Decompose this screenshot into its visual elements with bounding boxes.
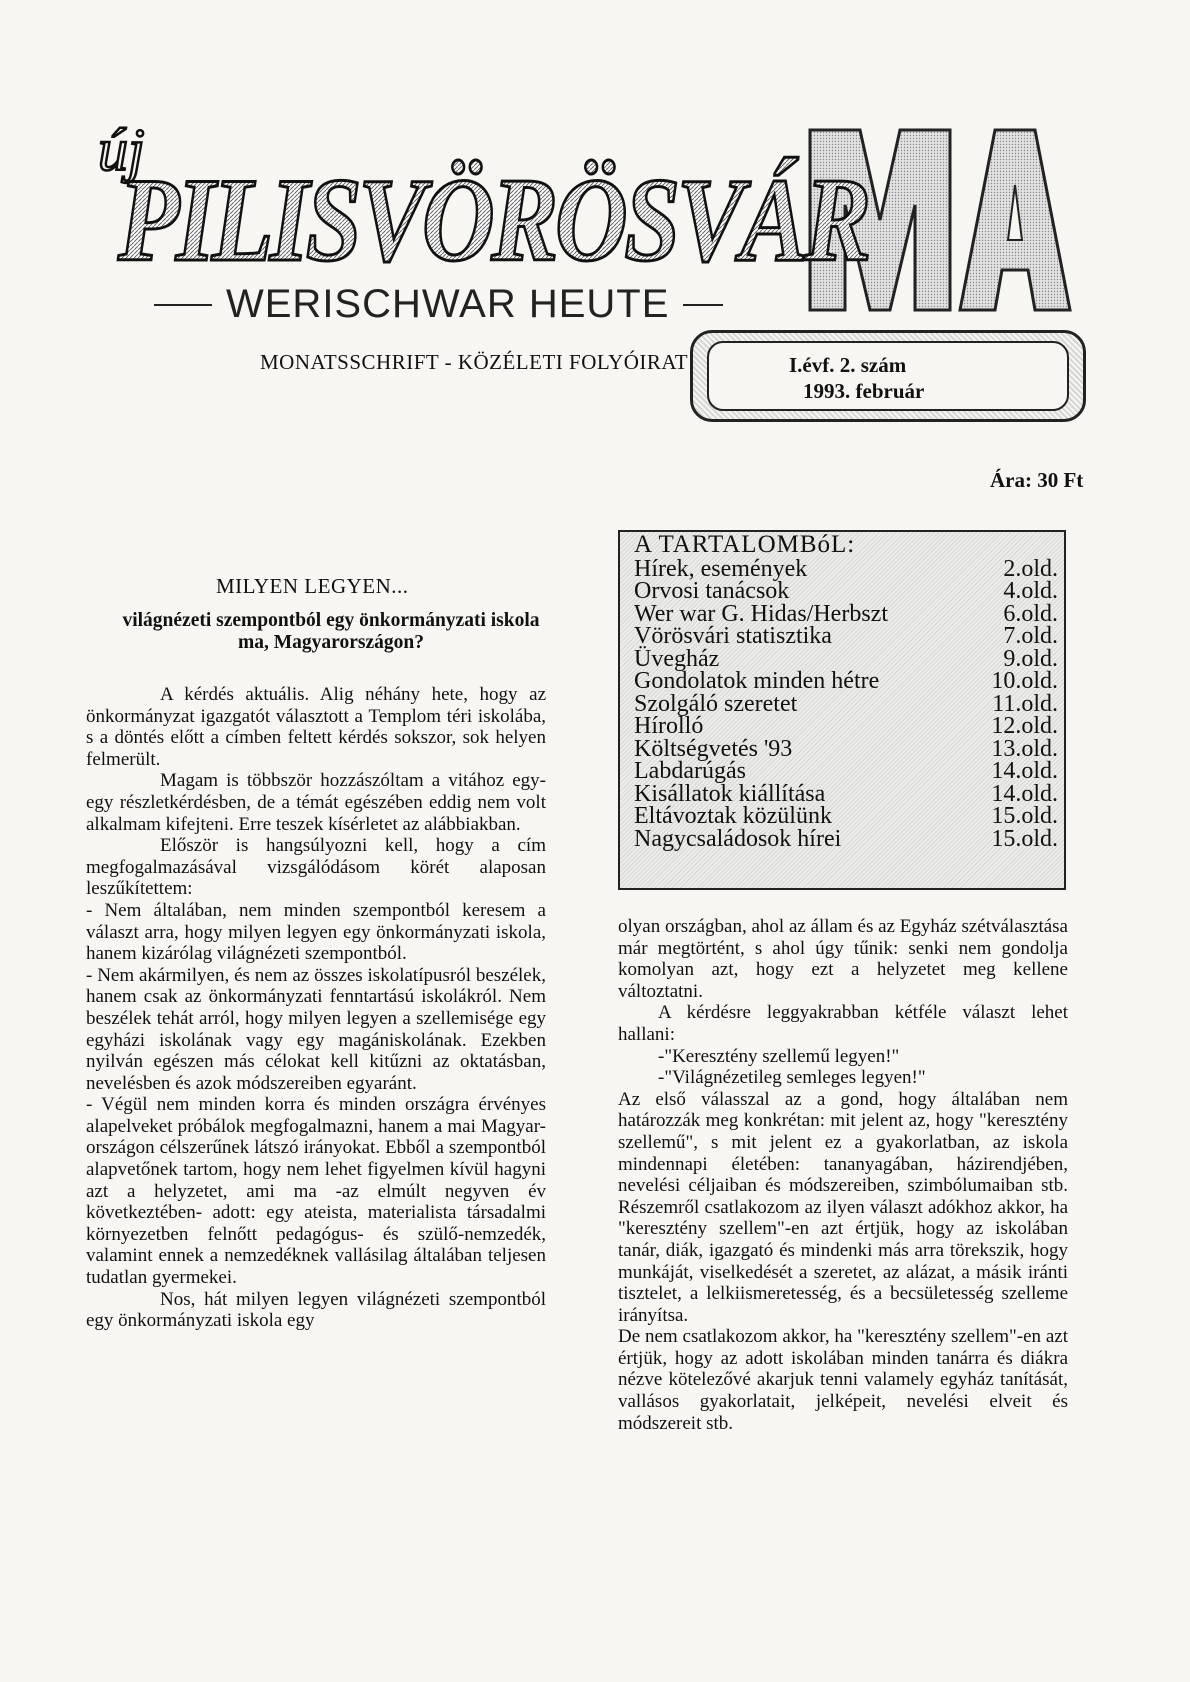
toc-item-page: 11.old. — [992, 690, 1058, 717]
article-paragraph: -"Keresztény szellemű legyen!" — [658, 1045, 900, 1067]
article-paragraph: A kérdés aktuális. Alig néhány hete, hogy az önkormányzat igazgatót választott a Templom téri iskolába, s a döntés előtt a címben feltett kérdés sokszor, sok helyen felmerült. — [86, 684, 546, 770]
toc-item-page: 12.old. — [991, 713, 1058, 739]
article-column-1 — [86, 684, 546, 1332]
toc-item — [634, 580, 1058, 603]
toc-item — [634, 825, 1058, 852]
toc-item-label: Költségvetés '93 — [634, 735, 793, 762]
article-paragraph: De nem csatlakozom akkor, ha "keresztény szellem"-en azt értjük, hogy az adott iskolában minden tanárra és diákra nézve kötelezővé akarjuk tenni valamely egyház tanítását, vallásos gyakorlatait, jelképeit, nevelési elveit és módszereit stb. — [618, 1326, 1068, 1434]
toc-item — [634, 735, 1058, 762]
toc-item — [634, 805, 1058, 828]
toc-item-page: 6.old. — [1003, 600, 1058, 627]
toc-item-label: Vörösvári statisztika — [634, 623, 832, 649]
toc-item-label: Kisállatok kiállítása — [634, 780, 826, 807]
toc-item-page: 7.old. — [1003, 623, 1058, 649]
toc-item-page: 14.old. — [991, 758, 1058, 784]
toc-item-label: Hírek, események — [634, 555, 808, 582]
masthead-prefix: új — [98, 117, 145, 183]
issue-date: 1993. február — [803, 379, 925, 403]
issue-box-inner — [707, 341, 1069, 411]
article-paragraph: Magam is többször hozzászóltam a vitához egy-egy részletkérdésben, de a témát egészében eddig nem volt alkalmam kifejteni. Erre teszek kísérletet az alábbiakban. — [86, 770, 546, 835]
article-paragraph: - Nem általában, nem minden szempontból keresem a választ arra, hogy milyen legyen egy önkormányzati iskola, hanem kizárólag világnézeti szempontból. — [86, 899, 546, 965]
toc-item — [634, 555, 1058, 582]
toc-item — [634, 670, 1058, 693]
toc-item — [634, 600, 1058, 627]
masthead — [90, 110, 1090, 440]
issue-number: I.évf. 2. szám — [789, 353, 907, 377]
toc-item-page: 2.old. — [1003, 555, 1058, 582]
toc-item-label: Üvegház — [634, 645, 720, 672]
article-paragraph: Először is hangsúlyozni kell, hogy a cím megfogalmazásával vizsgálódásom körét alaposan leszűkítettem: — [86, 835, 546, 900]
toc-item — [634, 690, 1058, 717]
toc-title: A TARTALOMBóL: — [634, 531, 856, 558]
toc-item-label: Szolgáló szeretet — [634, 690, 798, 717]
toc-item — [634, 645, 1058, 672]
price-label: Ára: 30 Ft — [990, 468, 1084, 492]
article-paragraph: - Végül nem minden korra és minden országra érvényes alapelveket próbálok megfogalmazni, hanem a mai Magyar-országon célszerűnek látszó irányokat. Ebből a szempontból alapvetőnek tartom, hogy nem lehet figyelmen kívül hagyni azt a helyzetet, ami ma -az elmúlt negyven év következtében- adott: egy ateista, materialista társadalmi környezetben felnőtt pedagógus- és szülő-nemzedék, valamint ennek a nemzedéknek vallásilag általában teljesen tudatlan gyermekei. — [86, 1094, 546, 1289]
toc-item-label: Nagycsaládosok hírei — [634, 825, 842, 852]
article-headline: MILYEN LEGYEN... — [216, 574, 409, 598]
toc-item-page: 9.old. — [1003, 645, 1058, 672]
rule-right — [683, 304, 723, 306]
toc-item — [634, 780, 1058, 807]
article-column-2 — [618, 916, 1068, 1434]
toc-item-page: 14.old. — [991, 780, 1058, 807]
masthead-subtitle: WERISCHWAR HEUTE — [226, 282, 670, 326]
article-paragraph: Az első válasszal az a gond, hogy általában nem határozzák meg konkrétan: mit jelent az, hogy "keresztény szellemű", s mit jelent ez a gyakorlatban, az iskola mindennapi életében: tananyagában, házirendjében, nevelési céljaiban és módszereiben, szimbólumaiban stb. Részemről csatlakozom az ilyen választ adókhoz akkor, ha "keresztény szellem"-en azt értjük, hogy az iskolában tanár, diák, igazgató és mindenki más arra törekszik, hogy munkáját, viselkedését a szeretet, az alázat, a másik iránti tisztelet, a lelkiismeretesség, és a becsületesség szelleme irányítsa. — [618, 1088, 1068, 1326]
article-paragraph: olyan országban, ahol az állam és az Egyház szétválasztása már megtörtént, s ahol úgy tűnik: senki nem gondolja komolyan azt, hogy ezt a helyzetet meg kellene változtatni. — [618, 916, 1068, 1002]
toc-item-page: 4.old. — [1003, 578, 1058, 604]
toc-item-label: Labdarúgás — [634, 758, 746, 784]
toc-item-page: 15.old. — [991, 825, 1058, 852]
toc-item — [634, 625, 1058, 648]
toc-item-page: 15.old. — [991, 803, 1058, 829]
toc-item-page: 10.old. — [991, 668, 1058, 694]
toc-item-label: Wer war G. Hidas/Herbszt — [634, 600, 888, 627]
issue-box — [690, 330, 1086, 422]
masthead-title: PILISVÖRÖSVÁR — [117, 153, 869, 286]
toc-item — [634, 715, 1058, 738]
rule-left — [154, 304, 212, 306]
masthead-subtitle-row — [154, 282, 794, 327]
table-of-contents — [618, 530, 1066, 890]
masthead-tagline: MONATSSCHRIFT - KÖZÉLETI FOLYÓIRAT — [260, 350, 689, 374]
toc-item — [634, 760, 1058, 783]
toc-item-label: Eltávoztak közülünk — [634, 803, 832, 829]
toc-item-page: 13.old. — [991, 735, 1058, 762]
toc-item-label: Gondolatok minden hétre — [634, 668, 880, 694]
article-paragraph: - Nem akármilyen, és nem az összes iskolatípusról beszélek, hanem csak az önkormányzati fenntartású iskolákról. Nem beszélek tehát arról, hogy milyen legyen a szellemisége egy egyházi iskolának vagy egy magániskolának. Ezekben nyilván egészen más célokat kell kitűzni az oktatásban, nevelésben és azok módszereiben egyaránt. — [86, 964, 546, 1094]
toc-item-label: Hírolló — [634, 713, 704, 739]
toc-list — [634, 555, 1058, 852]
article-paragraph: -"Világnézetileg semleges legyen!" — [658, 1067, 926, 1089]
toc-item-label: Orvosi tanácsok — [634, 578, 790, 604]
article-paragraph: A kérdésre leggyakrabban kétféle választ lehet hallani: — [618, 1002, 1068, 1045]
article-subhead: világnézeti szempontból egy önkormányzati iskola ma, Magyarországon? — [122, 610, 540, 653]
article-paragraph: Nos, hát milyen legyen világnézeti szempontból egy önkormányzati iskola egy — [86, 1288, 546, 1332]
